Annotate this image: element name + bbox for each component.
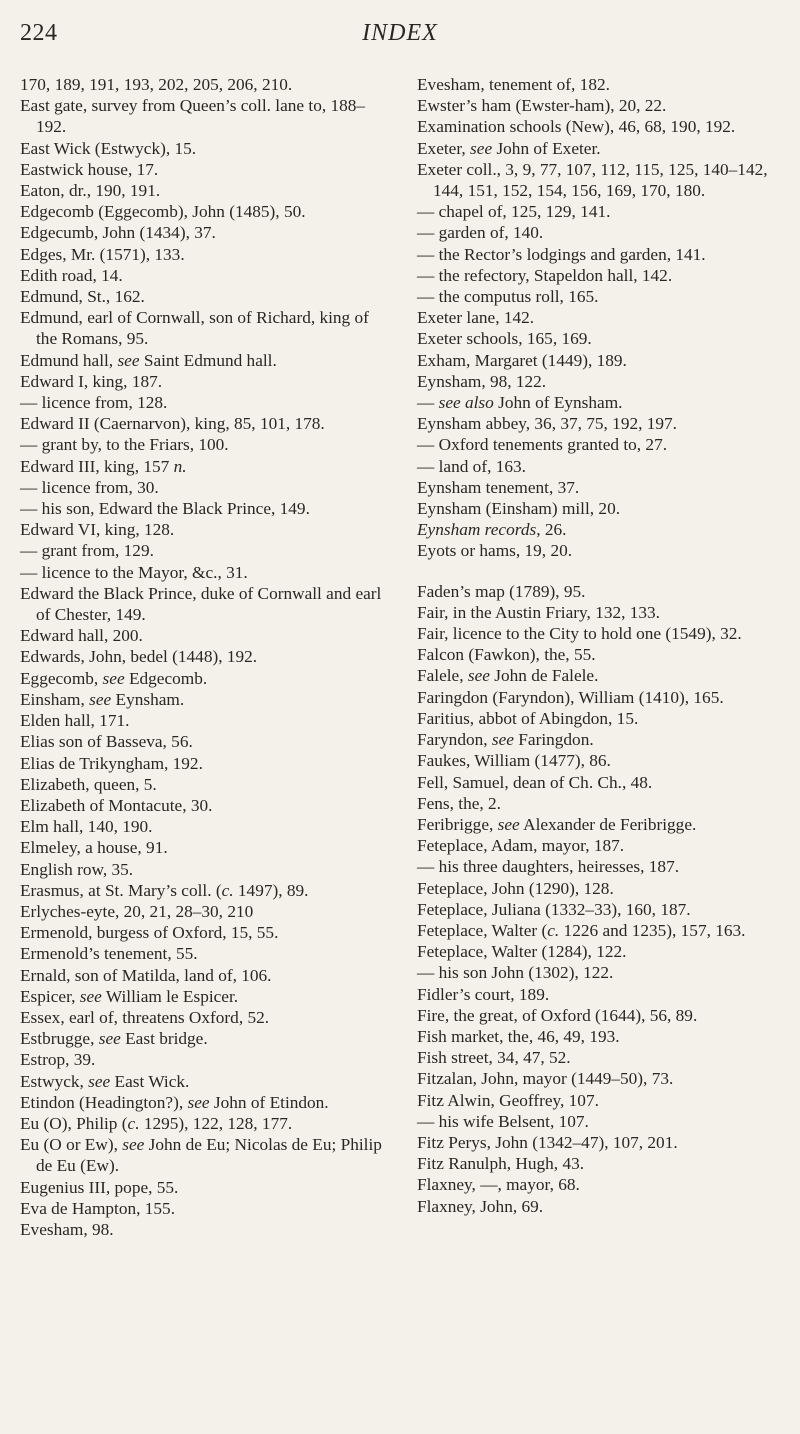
index-entry: Eu (O or Ew), see John de Eu; Nicolas de Eu; Philip de Eu (Ew). xyxy=(20,1135,382,1176)
index-entry: Eva de Hampton, 155. xyxy=(20,1198,176,1218)
index-entry: — see also John of Eynsham. xyxy=(417,393,623,413)
index-entry: Estrop, 39. xyxy=(20,1050,96,1070)
index-entry: Ewster’s ham (Ewster-ham), 20, 22. xyxy=(417,96,667,116)
index-entry: — his three daughters, heiresses, 187. xyxy=(417,857,680,877)
index-entry: Evesham, tenement of, 182. xyxy=(417,75,610,94)
index-entry: Elm hall, 140, 190. xyxy=(20,817,153,837)
index-entry: — licence from, 128. xyxy=(20,393,168,413)
index-entry: — chapel of, 125, 129, 141. xyxy=(417,202,611,222)
index-column-right xyxy=(417,74,787,1217)
index-entry: Ermenold, burgess of Oxford, 15, 55. xyxy=(20,923,279,943)
index-entry: Estbrugge, see East bridge. xyxy=(20,1029,208,1049)
index-entry: Fitzalan, John, mayor (1449–50), 73. xyxy=(417,1069,674,1089)
index-entry: Essex, earl of, threatens Oxford, 52. xyxy=(20,1007,270,1027)
index-entry: Exham, Margaret (1449), 189. xyxy=(417,350,627,370)
index-entry: Elias son of Basseva, 56. xyxy=(20,732,193,752)
index-entry: — grant by, to the Friars, 100. xyxy=(20,435,229,455)
index-entry: Examination schools (New), 46, 68, 190, 192. xyxy=(417,117,736,137)
index-entry: — licence from, 30. xyxy=(20,477,159,497)
running-title: INDEX xyxy=(362,20,438,46)
index-entry: Eynsham records, 26. xyxy=(417,520,567,540)
index-entry: Fitz Perys, John (1342–47), 107, 201. xyxy=(417,1132,678,1152)
index-entry: Eynsham abbey, 36, 37, 75, 192, 197. xyxy=(417,414,677,434)
index-entry: — licence to the Mayor, &c., 31. xyxy=(20,562,248,582)
index-entry: English row, 35. xyxy=(20,859,134,879)
index-column-left xyxy=(20,74,390,1240)
index-entry: 170, 189, 191, 193, 202, 205, 206, 210. xyxy=(20,75,293,94)
index-entry: Flaxney, —, mayor, 68. xyxy=(417,1175,580,1195)
index-entry: Fair, licence to the City to hold one (1549), 32. xyxy=(417,624,742,644)
index-entry: Elden hall, 171. xyxy=(20,711,130,731)
index-entry: Elmeley, a house, 91. xyxy=(20,838,168,858)
index-entry: Faden’s map (1789), 95. xyxy=(417,581,586,601)
index-entry: Eaton, dr., 190, 191. xyxy=(20,181,161,201)
index-entry: Espicer, see William le Espicer. xyxy=(20,986,239,1006)
index-entry: Fens, the, 2. xyxy=(417,793,502,813)
page-number: 224 xyxy=(20,20,58,46)
index-entry: Eyots or hams, 19, 20. xyxy=(417,541,573,561)
index-entry: Ernald, son of Matilda, land of, 106. xyxy=(20,965,272,985)
index-entry: Erasmus, at St. Mary’s coll. (c. 1497), 89. xyxy=(20,880,309,900)
index-entry: Faukes, William (1477), 86. xyxy=(417,751,611,771)
index-entry: Faritius, abbot of Abingdon, 15. xyxy=(417,708,639,728)
index-entry: Feteplace, Walter (1284), 122. xyxy=(417,942,627,962)
index-entry: Fish market, the, 46, 49, 193. xyxy=(417,1026,620,1046)
index-entry: Edward the Black Prince, duke of Cornwall and earl of Chester, 149. xyxy=(20,583,382,625)
index-entry: Erlyches-eyte, 20, 21, 28–30, 210 xyxy=(20,901,254,921)
index-entry: — his wife Belsent, 107. xyxy=(417,1111,589,1131)
index-entry: Fitz Alwin, Geoffrey, 107. xyxy=(417,1090,599,1110)
index-entry: East Wick (Estwyck), 15. xyxy=(20,138,197,158)
index-entry: Elias de Trikyngham, 192. xyxy=(20,753,203,773)
index-entry: Exeter schools, 165, 169. xyxy=(417,329,592,349)
index-entry: — the computus roll, 165. xyxy=(417,287,599,307)
index-entry: Fish street, 34, 47, 52. xyxy=(417,1048,571,1068)
index-entry: Ermenold’s tenement, 55. xyxy=(20,944,198,964)
index-entry: Eggecomb, see Edgecomb. xyxy=(20,668,208,688)
index-entry: Fidler’s court, 189. xyxy=(417,984,550,1004)
index-entry: Fitz Ranulph, Hugh, 43. xyxy=(417,1154,585,1174)
index-entry: Edgecumb, John (1434), 37. xyxy=(20,223,216,243)
index-entry: Elizabeth of Montacute, 30. xyxy=(20,795,213,815)
index-entry: Exeter lane, 142. xyxy=(417,308,535,328)
index-entry: Estwyck, see East Wick. xyxy=(20,1071,190,1091)
index-entry: Edges, Mr. (1571), 133. xyxy=(20,244,185,264)
index-entry: — his son John (1302), 122. xyxy=(417,963,614,983)
index-entry: Eynsham, 98, 122. xyxy=(417,371,547,391)
index-entry: — Oxford tenements granted to, 27. xyxy=(417,435,668,455)
index-entry: — land of, 163. xyxy=(417,456,526,476)
index-entry: Feteplace, Juliana (1332–33), 160, 187. xyxy=(417,899,691,919)
index-entry: Fire, the great, of Oxford (1644), 56, 89. xyxy=(417,1005,698,1025)
index-entry: East gate, survey from Queen’s coll. lane to, 188–192. xyxy=(20,96,366,137)
index-entry: Fell, Samuel, dean of Ch. Ch., 48. xyxy=(417,772,653,792)
page-header xyxy=(0,20,800,60)
index-entry: Edmund, St., 162. xyxy=(20,287,145,307)
index-entry: Faringdon (Faryndon), William (1410), 165. xyxy=(417,687,724,707)
index-entry: Evesham, 98. xyxy=(20,1219,114,1239)
index-entry: Edmund, earl of Cornwall, son of Richard, king of the Romans, 95. xyxy=(20,308,369,349)
index-entry: Feteplace, John (1290), 128. xyxy=(417,878,614,898)
index-entry: Falcon (Fawkon), the, 55. xyxy=(417,645,596,665)
index-entry: Fair, in the Austin Friary, 132, 133. xyxy=(417,602,660,622)
index-entry: — his son, Edward the Black Prince, 149. xyxy=(20,499,310,519)
index-entry: Feteplace, Walter (c. 1226 and 1235), 157, 163. xyxy=(417,920,746,940)
index-entry: Elizabeth, queen, 5. xyxy=(20,774,157,794)
index-entry: — garden of, 140. xyxy=(417,223,544,243)
index-entry: Edward hall, 200. xyxy=(20,626,143,646)
index-entry: Etindon (Headington?), see John of Etindon. xyxy=(20,1092,329,1112)
index-entry: Eynsham (Einsham) mill, 20. xyxy=(417,499,621,519)
index-entry: Feribrigge, see Alexander de Feribrigge. xyxy=(417,814,697,834)
index-entry: Feteplace, Adam, mayor, 187. xyxy=(417,836,625,856)
index-entry: Exeter, see John of Exeter. xyxy=(417,138,601,158)
index-entry: Eastwick house, 17. xyxy=(20,159,159,179)
index-entry: Edith road, 14. xyxy=(20,265,123,285)
index-entry: Flaxney, John, 69. xyxy=(417,1196,544,1216)
index-entry: Exeter coll., 3, 9, 77, 107, 112, 115, 125, 140–142, 144, 151, 152, 154, 156, 169, 170, 180. xyxy=(417,159,768,201)
index-entry: — grant from, 129. xyxy=(20,541,154,561)
index-entry: Edward I, king, 187. xyxy=(20,371,163,391)
index-entry: — the Rector’s lodgings and garden, 141. xyxy=(417,244,706,264)
index-entry: Faryndon, see Faringdon. xyxy=(417,730,594,750)
index-entry: Edmund hall, see Saint Edmund hall. xyxy=(20,350,277,370)
index-entry: Edwards, John, bedel (1448), 192. xyxy=(20,647,258,667)
index-entry: Edgecomb (Eggecomb), John (1485), 50. xyxy=(20,202,306,222)
index-entry: Einsham, see Eynsham. xyxy=(20,689,185,709)
index-entry: Edward II (Caernarvon), king, 85, 101, 178. xyxy=(20,414,325,434)
index-entry: Eynsham tenement, 37. xyxy=(417,477,580,497)
index-entry: Falele, see John de Falele. xyxy=(417,666,599,686)
index-entry: Edward VI, king, 128. xyxy=(20,520,175,540)
index-entry: Eu (O), Philip (c. 1295), 122, 128, 177. xyxy=(20,1113,293,1133)
index-entry: Eugenius III, pope, 55. xyxy=(20,1177,179,1197)
index-entry: Edward III, king, 157 n. xyxy=(20,456,187,476)
index-entry: — the refectory, Stapeldon hall, 142. xyxy=(417,265,673,285)
